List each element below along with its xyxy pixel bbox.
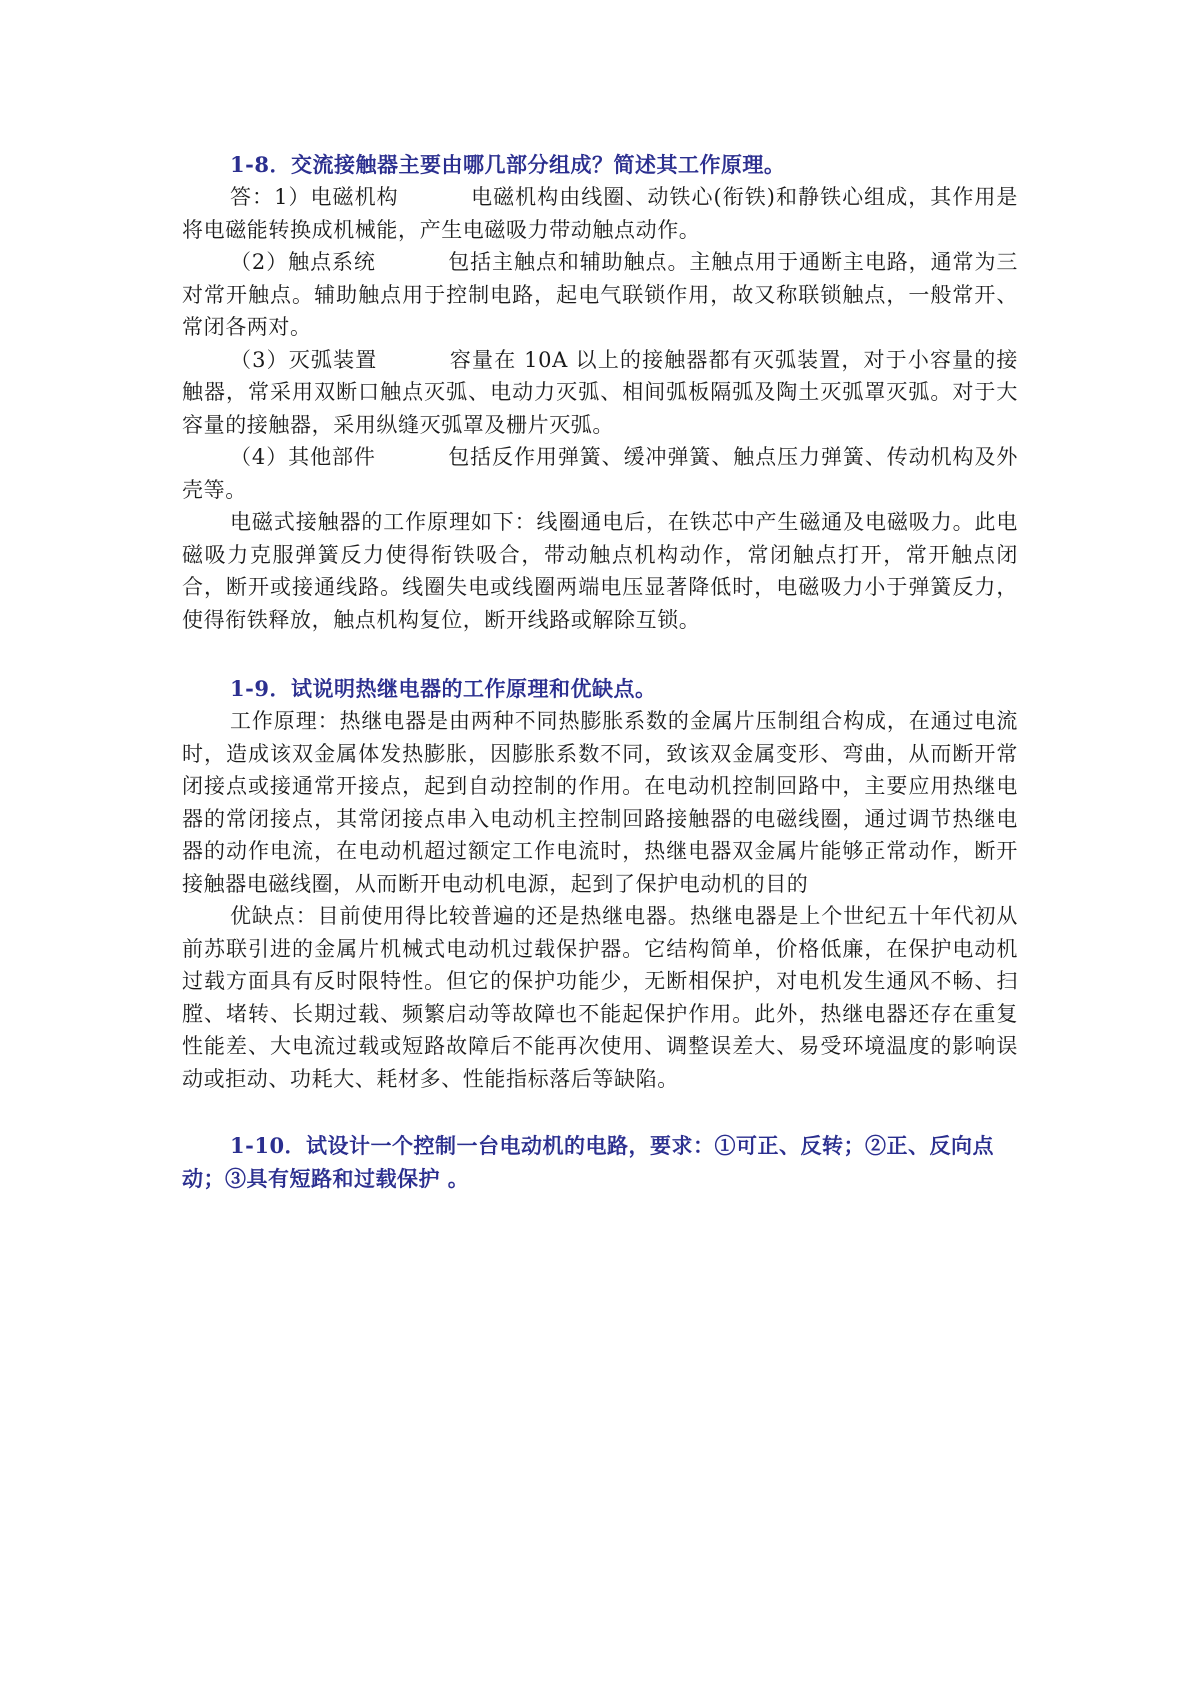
- answer-part-4: [182, 441, 1018, 506]
- part-1-text: 电磁机构由线圈、动铁心(衔铁)和静铁心组成，其作用是将电磁能转换成机械能，产生电磁吸力带动触点动作。: [182, 185, 1018, 242]
- thermal-relay-pros-cons-paragraph: 优缺点：目前使用得比较普遍的还是热继电器。热继电器是上个世纪五十年代初从前苏联引进的金属片机械式电动机过载保护器。它结构简单，价格低廉，在保护电动机过载方面具有反时限特性。但它的保护功能少，无断相保护，对电机发生通风不畅、扫膛、堵转、长期过载、频繁启动等故障也不能起保护作用。此外，热继电器还存在重复性能差、大电流过载或短路故障后不能再次使用、调整误差大、易受环境温度的影响误动或拒动、功耗大、耗材多、性能指标落后等缺陷。: [182, 904, 1018, 1091]
- answer-part-2: [182, 246, 1018, 344]
- part-3-text: 容量在 10A 以上的接触器都有灭弧装置，对于小容量的接触器，常采用双断口触点灭弧、电动力灭弧、相间弧板隔弧及陶土灭弧罩灭弧。对于大容量的接触器，采用纵缝灭弧罩及栅片灭弧。: [182, 347, 1018, 437]
- question-1-9-title: 1-9．试说明热继电器的工作原理和优缺点。: [230, 676, 657, 701]
- answer-part-3: [182, 344, 1018, 442]
- part-4-text: 包括反作用弹簧、缓冲弹簧、触点压力弹簧、传动机构及外壳等。: [182, 445, 1018, 502]
- part-2-label: （2）触点系统: [230, 250, 376, 274]
- part-1-label: 答：1）电磁机构: [230, 185, 399, 209]
- part-3-label: （3）灭弧装置: [230, 347, 378, 372]
- spacer: [182, 636, 1018, 668]
- question-1-8-title: 1-8．交流接触器主要由哪几部分组成？简述其工作原理。: [230, 152, 786, 177]
- answer-part-1: [182, 181, 1018, 246]
- spacer: [182, 1095, 1018, 1125]
- thermal-relay-principle-paragraph: 工作原理：热继电器是由两种不同热膨胀系数的金属片压制组合构成，在通过电流时，造成该双金属体发热膨胀，因膨胀系数不同，致该双金属变形、弯曲，从而断开常闭接点或接通常开接点，起到自动控制的作用。在电动机控制回路中，主要应用热继电器的常闭接点，其常闭接点串入电动机主控制回路接触器的电磁线圈，通过调节热继电器的动作电流，在电动机超过额定工作电流时，热继电器双金属片能够正常动作，断开接触器电磁线圈，从而断开电动机电源，起到了保护电动机的目的: [182, 709, 1018, 896]
- document-body: [182, 144, 1018, 1195]
- part-4-label: （4）其他部件: [230, 445, 376, 469]
- part-2-text: 包括主触点和辅助触点。主触点用于通断主电路，通常为三对常开触点。辅助触点用于控制电路，起电气联锁作用，故又称联锁触点，一般常开、常闭各两对。: [182, 250, 1018, 339]
- contactor-principle-paragraph: 电磁式接触器的工作原理如下：线圈通电后，在铁芯中产生磁通及电磁吸力。此电磁吸力克服弹簧反力使得衔铁吸合，带动触点机构动作，常闭触点打开，常开触点闭合，断开或接通线路。线圈失电或线圈两端电压显著降低时，电磁吸力小于弹簧反力，使得衔铁释放，触点机构复位，断开线路或解除互锁。: [182, 510, 1018, 632]
- question-1-10-title: 1-10．试设计一个控制一台电动机的电路，要求：①可正、反转；②正、反向点动；③具有短路和过载保护 。: [182, 1133, 995, 1191]
